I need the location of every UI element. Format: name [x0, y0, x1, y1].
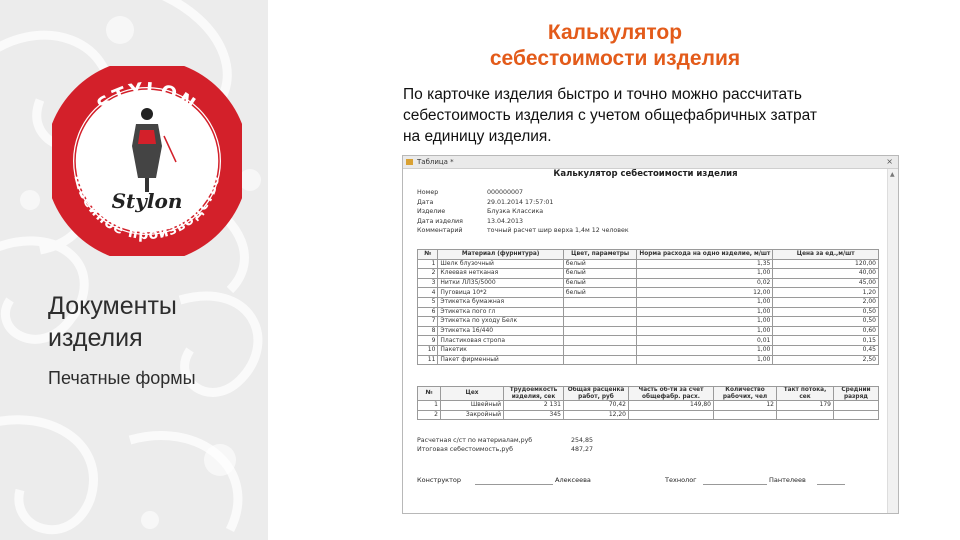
table-row: [418, 410, 879, 420]
table-row: [418, 336, 879, 346]
workshops-column-header: Такт потока, сек: [777, 387, 834, 401]
materials-column-header: №: [418, 250, 438, 260]
materials-cell-price: 120,00: [773, 259, 879, 269]
materials-cell-name: Нитки ЛЛ35/5000: [438, 278, 564, 288]
field-label: Номер: [417, 189, 439, 196]
vertical-scrollbar[interactable]: [887, 169, 898, 513]
materials-cell-n: 9: [418, 336, 438, 346]
materials-cell-name: Этикетка бумажная: [438, 297, 564, 307]
materials-cell-n: 4: [418, 288, 438, 298]
total-value: 487,27: [571, 446, 594, 453]
workshops-table: [417, 386, 879, 420]
materials-column-header: Материал (фурнитура): [438, 250, 564, 260]
materials-cell-price: 2,00: [773, 297, 879, 307]
materials-cell-price: 0,50: [773, 307, 879, 317]
workshops-cell-workers: [714, 410, 777, 420]
materials-cell-n: 2: [418, 269, 438, 279]
materials-cell-price: 40,00: [773, 269, 879, 279]
workshops-cell-workers: 12: [714, 401, 777, 411]
workshops-column-header: Общая расценка работ, руб: [564, 387, 629, 401]
materials-cell-name: Пакетик: [438, 345, 564, 355]
side-title: Документы изделия: [48, 292, 177, 352]
materials-cell-color: [563, 307, 636, 317]
field-row: [417, 217, 629, 227]
report-window: [402, 155, 899, 514]
materials-cell-color: [563, 326, 636, 336]
materials-cell-norm: 1,00: [637, 269, 773, 279]
materials-cell-color: [563, 297, 636, 307]
materials-cell-norm: 1,00: [637, 307, 773, 317]
materials-cell-price: 0,45: [773, 345, 879, 355]
materials-cell-n: 11: [418, 355, 438, 365]
field-value: 13.04.2013: [487, 217, 524, 225]
table-row: [418, 269, 879, 279]
workshops-cell-takt: 179: [777, 401, 834, 411]
total-row: [417, 445, 593, 454]
materials-cell-n: 10: [418, 345, 438, 355]
materials-cell-price: 0,50: [773, 317, 879, 327]
workshops-cell-labor: 345: [504, 410, 564, 420]
materials-cell-color: [563, 336, 636, 346]
materials-cell-n: 8: [418, 326, 438, 336]
workshops-cell-takt: [777, 410, 834, 420]
workshops-cell-share: [629, 410, 714, 420]
materials-column-header: Норма расхода на одно изделие, м/шт: [637, 250, 773, 260]
materials-cell-color: [563, 345, 636, 355]
materials-cell-name: Пакет фирменный: [438, 355, 564, 365]
field-label: Изделие: [417, 208, 446, 215]
workshops-cell-n: 2: [418, 410, 441, 420]
workshops-cell-rate: 12,20: [564, 410, 629, 420]
svg-text:Stylon: Stylon: [111, 189, 183, 213]
workshops-cell-grade: [834, 401, 879, 411]
table-row: [418, 259, 879, 269]
table-row: [418, 345, 879, 355]
svg-text:швейное производство: швейное производство: [70, 173, 224, 244]
materials-cell-color: белый: [563, 278, 636, 288]
materials-cell-price: 0,15: [773, 336, 879, 346]
materials-cell-norm: 1,00: [637, 345, 773, 355]
materials-column-header: Цвет, параметры: [563, 250, 636, 260]
materials-cell-norm: 1,35: [637, 259, 773, 269]
materials-cell-norm: 0,02: [637, 278, 773, 288]
materials-cell-name: Клеевая нетканая: [438, 269, 564, 279]
field-row: [417, 207, 629, 217]
materials-cell-n: 5: [418, 297, 438, 307]
field-value: 29.01.2014 17:57:01: [487, 198, 554, 206]
materials-cell-name: Пуговица 10*2: [438, 288, 564, 298]
document-title: Калькулятор себестоимости изделия: [553, 169, 738, 179]
field-label: Дата: [417, 198, 434, 206]
table-row: [418, 401, 879, 411]
left-decor-panel: [0, 0, 268, 540]
page-title: Калькулятор себестоимости изделия: [489, 21, 741, 70]
materials-cell-name: Пластиковая стропа: [438, 336, 564, 346]
field-row: [417, 226, 629, 236]
technologist-name: Пантелеев: [769, 476, 806, 484]
materials-cell-n: 3: [418, 278, 438, 288]
materials-cell-name: Этикетка 16/440: [438, 326, 564, 336]
table-row: [418, 307, 879, 317]
field-value: Блузка Классика: [487, 208, 544, 215]
materials-cell-norm: 1,00: [637, 297, 773, 307]
header-fields: [417, 188, 629, 236]
total-row: [417, 436, 593, 445]
table-row: [418, 278, 879, 288]
scroll-up-icon[interactable]: ▲: [890, 171, 895, 178]
field-value: 000000007: [487, 189, 524, 196]
workshops-column-header: Количество рабочих, чел: [714, 387, 777, 401]
workshops-cell-labor: 2 131: [504, 401, 564, 411]
materials-cell-color: белый: [563, 269, 636, 279]
materials-cell-color: белый: [563, 288, 636, 298]
materials-table: [417, 249, 879, 365]
table-row: [418, 355, 879, 365]
constructor-name: Алексеева: [555, 476, 591, 484]
side-subtitle: Печатные формы: [48, 368, 196, 388]
workshops-column-header: Средний разряд: [834, 387, 879, 401]
materials-cell-price: 45,00: [773, 278, 879, 288]
total-value: 254,85: [571, 437, 594, 444]
workshops-column-header: Цех: [441, 387, 504, 401]
table-row: [418, 326, 879, 336]
stylon-logo: [52, 66, 242, 256]
workshops-column-header: Трудоемкость изделия, сек: [504, 387, 564, 401]
materials-cell-color: белый: [563, 259, 636, 269]
table-row: [418, 297, 879, 307]
totals-block: [417, 436, 593, 454]
workshops-cell-rate: 70,42: [564, 401, 629, 411]
materials-cell-norm: 1,00: [637, 326, 773, 336]
workshops-column-header: №: [418, 387, 441, 401]
materials-cell-norm: 12,00: [637, 288, 773, 298]
table-icon: [406, 159, 413, 165]
workshops-column-header: Часть об-ти за счет общефабр. расх.: [629, 387, 714, 401]
materials-cell-n: 6: [418, 307, 438, 317]
materials-cell-color: [563, 355, 636, 365]
materials-cell-name: Шелк блузочный: [438, 259, 564, 269]
field-row: [417, 198, 629, 208]
constructor-label: Конструктор: [417, 476, 461, 484]
workshops-cell-share: 149,80: [629, 401, 714, 411]
window-title: Таблица *: [417, 158, 454, 166]
table-row: [418, 317, 879, 327]
total-label: Итоговая себестоимость,руб: [417, 446, 513, 453]
materials-cell-n: 7: [418, 317, 438, 327]
total-label: Расчетная с/ст по материалам,руб: [417, 437, 533, 444]
materials-column-header: Цена за ед.,м/шт: [773, 250, 879, 260]
svg-text:STYLON: STYLON: [93, 78, 201, 117]
materials-cell-name: Этикетка пого гл: [438, 307, 564, 317]
field-label: Комментарий: [417, 227, 463, 234]
materials-cell-color: [563, 317, 636, 327]
field-label: Дата изделия: [417, 217, 463, 225]
window-titlebar: [403, 156, 898, 169]
materials-cell-norm: 0,01: [637, 336, 773, 346]
materials-cell-price: 0,60: [773, 326, 879, 336]
description-text: По карточке изделия быстро и точно можно рассчитать себестоимость изделия с учетом общефабричных затрат на единицу изделия.: [403, 86, 817, 145]
table-row: [418, 288, 879, 298]
materials-cell-n: 1: [418, 259, 438, 269]
workshops-cell-name: Закройный: [441, 410, 504, 420]
workshops-cell-n: 1: [418, 401, 441, 411]
materials-cell-norm: 1,00: [637, 355, 773, 365]
workshops-cell-grade: [834, 410, 879, 420]
materials-cell-name: Этикетка по уходу Белк: [438, 317, 564, 327]
technologist-label: Технолог: [665, 476, 697, 484]
field-row: [417, 188, 629, 198]
field-value: точный расчет шир верха 1,4м 12 человек: [487, 227, 629, 234]
materials-cell-price: 1,20: [773, 288, 879, 298]
materials-cell-norm: 1,00: [637, 317, 773, 327]
materials-cell-price: 2,50: [773, 355, 879, 365]
close-icon[interactable]: ×: [886, 157, 893, 166]
workshops-cell-name: Швейный: [441, 401, 504, 411]
